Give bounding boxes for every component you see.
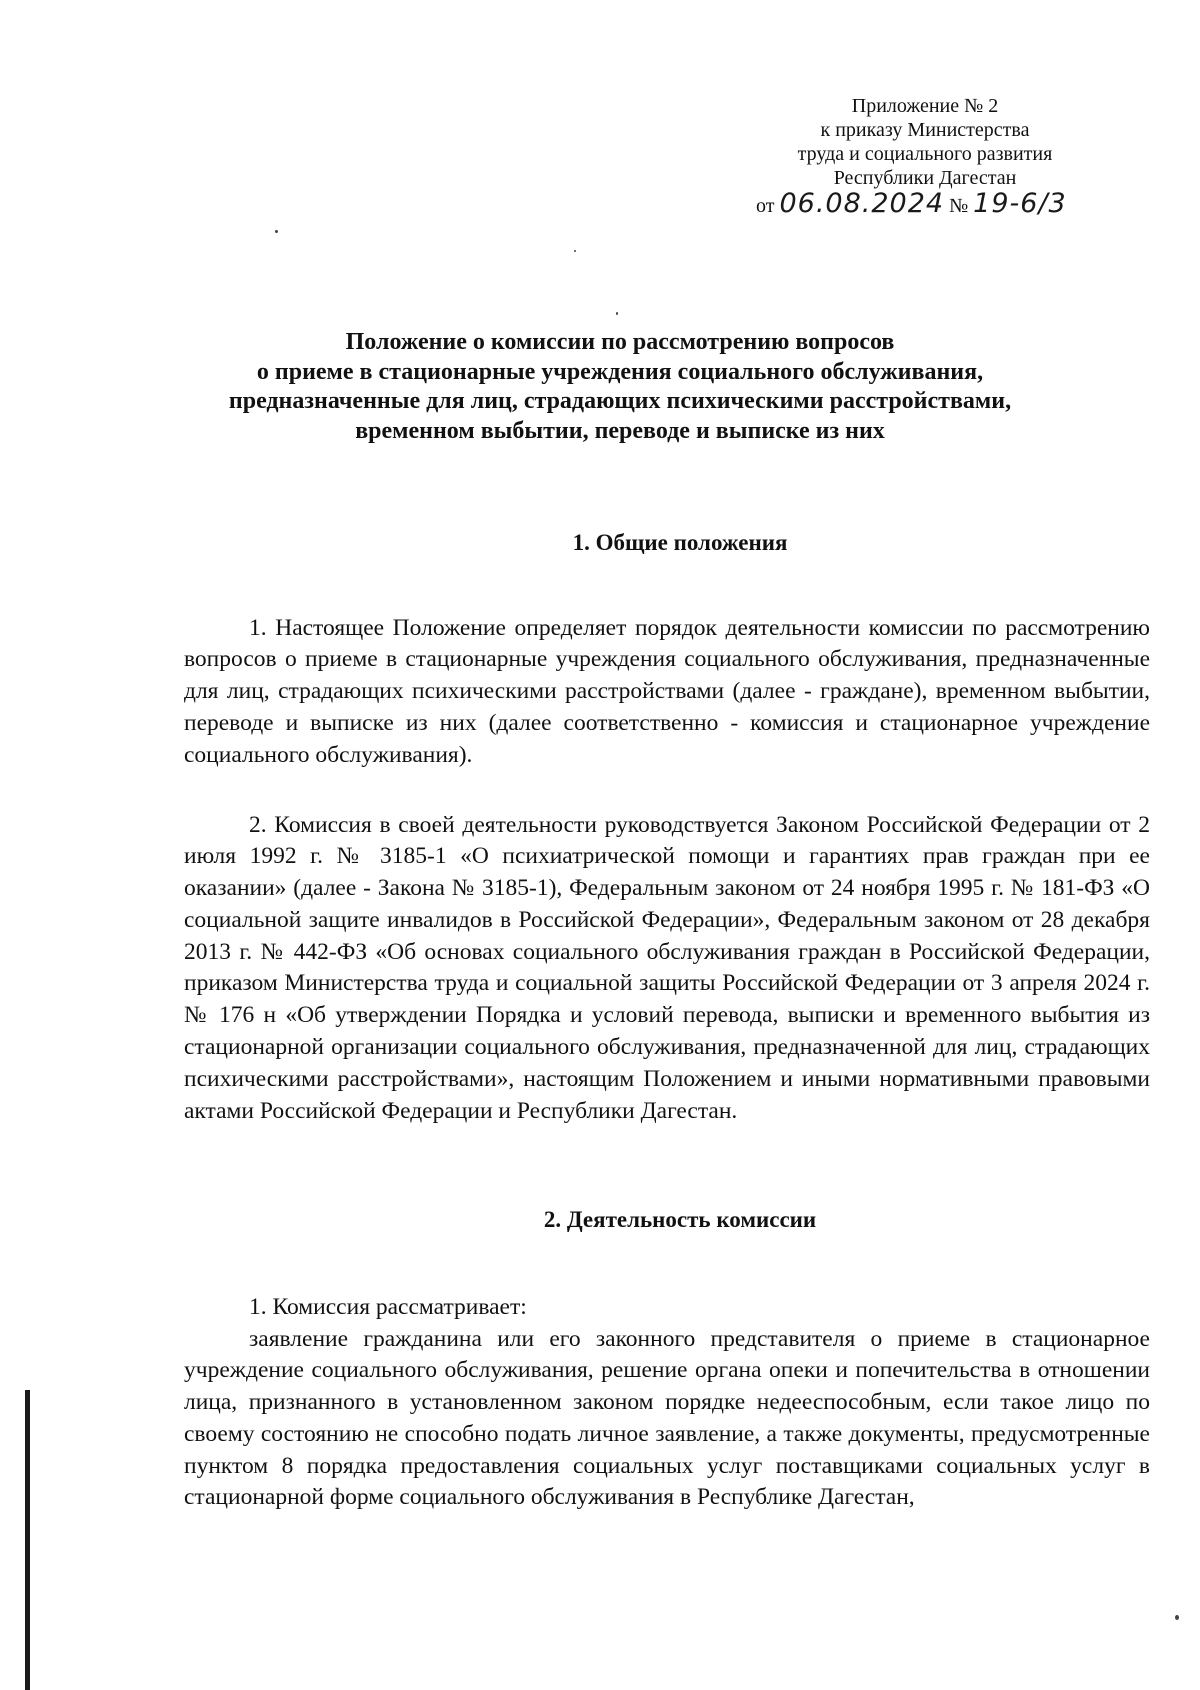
paragraph: заявление гражданина или его законного представителя о приеме в стационарное учреждение социального обслуживания, решение органа опеки и попечительства в отношении лица, признанного в установленном законом порядке недееспособным, если такое лицо по своему состоянию не способно подать личное заявление, а также документы, предусмотренные пунктом 8 порядка предоставления социальных услуг поставщиками социальных услуг в стационарной форме социального обслуживания в Республике Дагестан, [184,1325,1150,1511]
document-title [150,328,1090,446]
scan-edge-mark [25,1390,30,1690]
title-line: предназначенные для лиц, страдающих психическими расстройствами, [228,388,1012,414]
paragraph: 1. Комиссия рассматривает: [249,1293,527,1320]
number-sign: № [949,195,969,217]
handwritten-number: 19-6/3 [973,188,1067,219]
annex-line: к приказу Министерства [820,119,1030,141]
annex-date-line [756,188,1067,219]
scan-speck [616,312,618,315]
annex-header [720,94,1130,190]
annex-line: Приложение № 2 [851,95,999,117]
date-prefix: от [756,195,775,217]
scan-speck [275,230,278,233]
paragraph: 1. Настоящее Положение определяет порядок деятельности комиссии по рассмотрению вопросов о приеме в стационарные учреждения социального обслуживания, предназначенные для лиц, страдающих психическими расстройствами (далее - граждане), временном выбытии, переводе и выписке из них (далее соответственно - комиссия и стационарное учреждение социального обслуживания). [184,614,1150,768]
annex-line: труда и социального развития [797,143,1053,165]
handwritten-date: 06.08.2024 [779,188,945,219]
scan-speck [1175,1615,1179,1620]
section-heading-activity: 2. Деятельность комиссии [543,1207,817,1232]
title-line: временном выбытии, переводе и выписке из них [355,417,885,444]
scan-speck [574,250,576,252]
section-heading-general: 1. Общие положения [572,530,788,555]
annex-line: Республики Дагестан [833,167,1017,189]
title-line: о приеме в стационарные учреждения социального обслуживания, [256,358,984,385]
paragraph: 2. Комиссия в своей деятельности руководствуется Законом Российской Федерации от 2 июля 1992 г. № 3185-1 «О психиатрической помощи и гарантиях прав граждан при ее оказании» (далее - Закона № 3185-1), Федеральным законом от 24 ноября 1995 г. № 181-ФЗ «О социальной защите инвалидов в Российской Федерации», Федеральным законом от 28 декабря 2013 г. № 442-ФЗ «Об основах социального обслуживания граждан в Российской Федерации, приказом Министерства труда и социальной защиты Российской Федерации от 3 апреля 2024 г. № 176 н «Об утверждении Порядка и условий перевода, выписки и временного выбытия из стационарной организации социального обслуживания, предназначенной для лиц, страдающих психическими расстройствами», настоящим Положением и иными нормативными правовыми актами Российской Федерации и Республики Дагестан. [184,811,1150,1124]
title-line: Положение о комиссии по рассмотрению вопросов [345,329,895,355]
